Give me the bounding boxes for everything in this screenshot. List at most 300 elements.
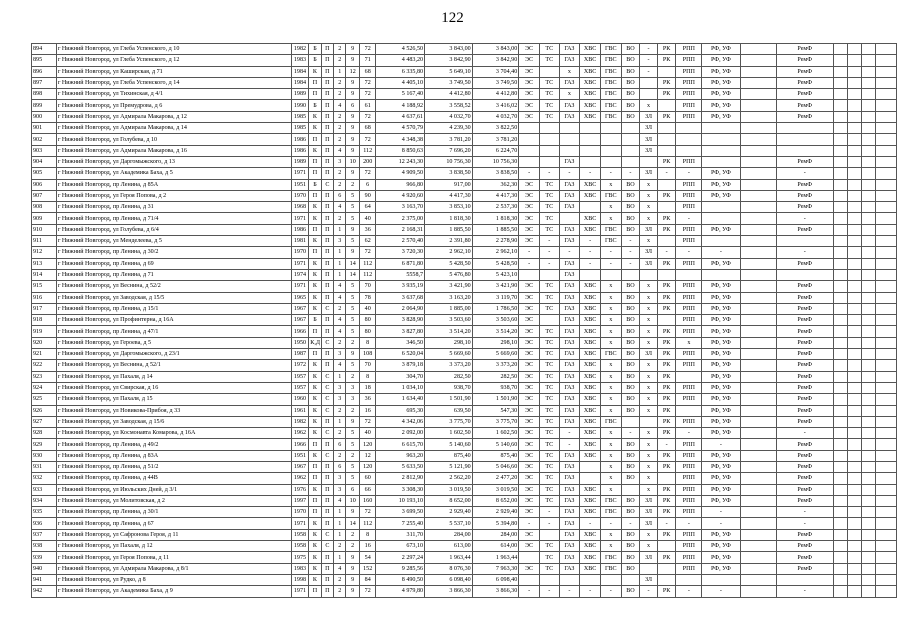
table-cell: РемФ xyxy=(776,473,833,484)
empty-cell xyxy=(876,111,897,122)
table-cell: 4 483,20 xyxy=(376,55,425,66)
table-cell: 1 xyxy=(334,258,346,269)
table-cell: 1 xyxy=(334,529,346,540)
table-cell: 3 xyxy=(346,394,359,405)
table-cell: ЗЛ xyxy=(640,111,658,122)
empty-cell xyxy=(833,529,847,540)
empty-cell xyxy=(861,529,875,540)
table-cell: 1 xyxy=(334,518,346,529)
empty-cell xyxy=(833,213,847,224)
table-cell: РФ, УФ xyxy=(702,473,740,484)
table-cell: РФ, УФ xyxy=(702,44,740,55)
table-cell: 7 255,40 xyxy=(376,518,425,529)
table-cell: ГАЗ xyxy=(559,202,580,213)
table-cell: 1 885,00 xyxy=(425,303,473,314)
table-cell: ГАЗ xyxy=(559,371,580,382)
table-cell: - xyxy=(621,236,640,247)
table-cell: г Нижний Новгород, пр Ленина, д 51/2 xyxy=(56,461,291,472)
table-cell: г Нижний Новгород, пр Ленина, д 31 xyxy=(56,202,291,213)
table-cell: ГАЗ xyxy=(559,507,580,518)
table-cell: РемФ xyxy=(776,315,833,326)
table-cell xyxy=(539,145,559,156)
table-cell: 12 xyxy=(359,450,376,461)
table-cell: 898 xyxy=(32,89,57,100)
table-cell: ЭС xyxy=(519,77,540,88)
table-cell: 4 xyxy=(334,202,346,213)
table-cell: 112 xyxy=(359,145,376,156)
page-number: 122 xyxy=(441,10,464,26)
table-cell: РФ, УФ xyxy=(702,360,740,371)
table-cell: г Нижний Новгород, ул Героева, д 5 xyxy=(56,337,291,348)
table-cell: 282,50 xyxy=(425,371,473,382)
table-cell: 14 xyxy=(346,258,359,269)
table-cell: К xyxy=(309,428,321,439)
table-cell: 5 xyxy=(346,326,359,337)
table-cell: РК xyxy=(657,461,676,472)
table-cell: ЭС xyxy=(519,224,540,235)
empty-cell xyxy=(848,495,861,506)
table-cell: 3 879,18 xyxy=(376,360,425,371)
table-cell: 6 871,80 xyxy=(376,258,425,269)
table-cell: ЭС xyxy=(519,315,540,326)
table-cell: ГАЗ xyxy=(559,461,580,472)
table-cell: ЭС xyxy=(519,394,540,405)
empty-cell xyxy=(848,55,861,66)
table-cell: 2 168,31 xyxy=(376,224,425,235)
table-cell: К xyxy=(309,236,321,247)
table-cell: 4 405,10 xyxy=(376,77,425,88)
table-cell: 613,00 xyxy=(425,541,473,552)
table-cell: ВО xyxy=(621,382,640,393)
table-cell: ГВС xyxy=(600,416,621,427)
table-cell: ХВС xyxy=(580,224,601,235)
table-cell: П xyxy=(321,66,333,77)
table-cell: К xyxy=(309,405,321,416)
table-cell: 4 xyxy=(334,495,346,506)
table-cell: 282,50 xyxy=(472,371,519,382)
table-cell: 8 xyxy=(359,529,376,540)
table-cell: 68 xyxy=(359,123,376,134)
table-cell xyxy=(740,269,776,280)
table-cell: 1957 xyxy=(291,371,309,382)
table-cell: ЭС xyxy=(519,236,540,247)
table-cell: РФ, УФ xyxy=(702,303,740,314)
table-cell: х xyxy=(640,382,658,393)
table-cell: 5 046,60 xyxy=(472,461,519,472)
table-cell: 3 699,50 xyxy=(376,507,425,518)
empty-cell xyxy=(861,44,875,55)
table-cell xyxy=(740,247,776,258)
table-cell: х xyxy=(640,473,658,484)
table-cell: 938,70 xyxy=(472,382,519,393)
table-cell xyxy=(740,439,776,450)
empty-cell xyxy=(876,563,897,574)
table-cell: РемФ xyxy=(776,326,833,337)
table-cell: 3 xyxy=(334,156,346,167)
table-cell: РПП xyxy=(676,292,702,303)
table-cell: ВО xyxy=(621,55,640,66)
table-cell: ГАЗ xyxy=(559,541,580,552)
table-cell: - xyxy=(676,213,702,224)
table-cell: РК xyxy=(657,349,676,360)
empty-cell xyxy=(833,337,847,348)
table-cell: 903 xyxy=(32,145,57,156)
table-cell: 1972 xyxy=(291,360,309,371)
empty-cell xyxy=(861,111,875,122)
table-cell: ЗЛ xyxy=(640,224,658,235)
table-cell: х xyxy=(600,428,621,439)
table-row xyxy=(32,44,897,55)
table-cell: 66 xyxy=(359,484,376,495)
table-cell: 2 xyxy=(334,574,346,585)
table-cell: ХВС xyxy=(580,484,601,495)
table-cell: 3 163,20 xyxy=(425,292,473,303)
table-cell: РемФ xyxy=(776,529,833,540)
table-cell: РПП xyxy=(676,394,702,405)
table-cell: ТС xyxy=(539,337,559,348)
table-cell: 1982 xyxy=(291,416,309,427)
table-cell: РФ, УФ xyxy=(702,394,740,405)
table-cell: РФ, УФ xyxy=(702,179,740,190)
table-cell: ВО xyxy=(621,66,640,77)
table-cell: РФ, УФ xyxy=(702,495,740,506)
table-cell: 36 xyxy=(359,394,376,405)
table-cell: г Нижний Новгород, ул Даргомыжского, д 23/1 xyxy=(56,349,291,360)
table-cell xyxy=(740,55,776,66)
table-cell: ТС xyxy=(539,326,559,337)
table-cell: 2 xyxy=(334,303,346,314)
table-cell: К xyxy=(309,303,321,314)
empty-cell xyxy=(833,258,847,269)
table-cell: 1966 xyxy=(291,439,309,450)
empty-cell xyxy=(876,518,897,529)
table-cell xyxy=(676,123,702,134)
table-cell: х xyxy=(600,281,621,292)
empty-cell xyxy=(861,315,875,326)
table-cell: 5 476,80 xyxy=(425,269,473,280)
table-cell: - xyxy=(600,168,621,179)
table-cell: РК xyxy=(657,326,676,337)
table-cell: 934 xyxy=(32,495,57,506)
empty-cell xyxy=(848,134,861,145)
table-cell: 2 xyxy=(334,405,346,416)
table-cell: ВО xyxy=(621,439,640,450)
table-cell: 9 xyxy=(346,507,359,518)
table-cell: ХВС xyxy=(580,89,601,100)
table-cell: ТС xyxy=(539,428,559,439)
table-cell: 8 652,00 xyxy=(425,495,473,506)
table-cell: К xyxy=(309,416,321,427)
empty-cell xyxy=(876,179,897,190)
table-cell: ЭС xyxy=(519,55,540,66)
table-cell: 902 xyxy=(32,134,57,145)
table-cell xyxy=(640,563,658,574)
table-cell: ХВС xyxy=(580,382,601,393)
table-cell: 3 935,19 xyxy=(376,281,425,292)
table-cell: 2 537,30 xyxy=(472,202,519,213)
table-cell: 2 064,90 xyxy=(376,303,425,314)
table-cell xyxy=(702,156,740,167)
table-cell: 4 417,30 xyxy=(425,190,473,201)
table-cell: ТС xyxy=(539,416,559,427)
table-cell: - xyxy=(776,518,833,529)
table-cell: 1976 xyxy=(291,484,309,495)
table-cell: 927 xyxy=(32,416,57,427)
empty-cell xyxy=(848,111,861,122)
table-cell: ГВС xyxy=(600,66,621,77)
table-cell: 62 xyxy=(359,236,376,247)
empty-cell xyxy=(861,371,875,382)
table-cell: 1971 xyxy=(291,281,309,292)
table-cell: 3 842,90 xyxy=(472,55,519,66)
table-cell: 4 570,79 xyxy=(376,123,425,134)
table-cell: 72 xyxy=(359,586,376,597)
table-row xyxy=(32,111,897,122)
table-cell: 61 xyxy=(359,100,376,111)
empty-cell xyxy=(848,518,861,529)
table-cell: РемФ xyxy=(776,89,833,100)
table-cell: РК xyxy=(657,428,676,439)
table-cell: г Нижний Новгород, ул Веснина, д 52/1 xyxy=(56,360,291,371)
empty-cell xyxy=(848,269,861,280)
empty-cell xyxy=(861,382,875,393)
table-row xyxy=(32,315,897,326)
table-cell: К xyxy=(309,382,321,393)
table-cell: РФ, УФ xyxy=(702,292,740,303)
table-cell: х xyxy=(640,450,658,461)
table-cell: - xyxy=(580,168,601,179)
empty-cell xyxy=(848,484,861,495)
table-cell: РемФ xyxy=(776,292,833,303)
empty-cell xyxy=(848,405,861,416)
table-cell: х xyxy=(600,394,621,405)
table-cell: 80 xyxy=(359,326,376,337)
table-cell: ХВС xyxy=(580,450,601,461)
table-cell: 40 xyxy=(359,303,376,314)
table-cell: РПП xyxy=(676,281,702,292)
table-cell: х xyxy=(600,541,621,552)
table-cell: ГАЗ xyxy=(559,224,580,235)
table-cell: ХВС xyxy=(580,360,601,371)
table-cell: 909 xyxy=(32,213,57,224)
table-cell: х xyxy=(600,461,621,472)
empty-cell xyxy=(876,168,897,179)
table-cell: РФ, УФ xyxy=(702,55,740,66)
table-cell: 1 034,10 xyxy=(376,382,425,393)
table-cell: г Нижний Новгород, ул Сафронова Героя, д 11 xyxy=(56,529,291,540)
table-cell: 936 xyxy=(32,518,57,529)
table-cell: г Нижний Новгород, ул Героя Попова, д 11 xyxy=(56,552,291,563)
table-cell: П xyxy=(321,190,333,201)
table-cell: г Нижний Новгород, ул Голубева, д 10 xyxy=(56,134,291,145)
table-cell: ВО xyxy=(621,292,640,303)
empty-cell xyxy=(876,281,897,292)
table-row xyxy=(32,190,897,201)
table-cell: П xyxy=(321,247,333,258)
table-cell: 639,50 xyxy=(425,405,473,416)
table-cell: 6 xyxy=(334,461,346,472)
table-cell: х xyxy=(640,326,658,337)
table-cell: РК xyxy=(657,552,676,563)
empty-cell xyxy=(876,416,897,427)
table-cell: 120 xyxy=(359,439,376,450)
empty-cell xyxy=(848,428,861,439)
table-cell: ВО xyxy=(621,44,640,55)
table-row xyxy=(32,55,897,66)
empty-cell xyxy=(876,541,897,552)
table-row xyxy=(32,416,897,427)
table-cell: - xyxy=(702,439,740,450)
table-cell: ТС xyxy=(539,484,559,495)
table-cell: ЭС xyxy=(519,213,540,224)
table-cell: К xyxy=(309,292,321,303)
table-cell: ТС xyxy=(539,495,559,506)
table-cell: 3 843,00 xyxy=(472,44,519,55)
table-cell: П xyxy=(321,44,333,55)
table-cell: 7 696,20 xyxy=(425,145,473,156)
table-cell: г Нижний Новгород, пр Ленина, д 44В xyxy=(56,473,291,484)
table-cell: ГВС xyxy=(600,507,621,518)
table-cell: 5 xyxy=(346,360,359,371)
table-cell xyxy=(702,134,740,145)
table-cell: х xyxy=(600,202,621,213)
empty-cell xyxy=(833,394,847,405)
table-cell: 346,50 xyxy=(376,337,425,348)
table-cell xyxy=(740,202,776,213)
table-cell: ГАЗ xyxy=(559,563,580,574)
table-cell: х xyxy=(640,236,658,247)
table-cell xyxy=(640,77,658,88)
table-cell: 930 xyxy=(32,450,57,461)
empty-cell xyxy=(833,416,847,427)
table-cell: 911 xyxy=(32,236,57,247)
table-cell: РПП xyxy=(676,450,702,461)
table-cell: ТС xyxy=(539,371,559,382)
table-cell: 966,80 xyxy=(376,179,425,190)
table-cell: 9 xyxy=(346,55,359,66)
table-cell: 963,20 xyxy=(376,450,425,461)
table-cell: Б xyxy=(309,100,321,111)
table-cell: 1984 xyxy=(291,77,309,88)
table-cell: 2 xyxy=(346,450,359,461)
table-cell: 1983 xyxy=(291,55,309,66)
table-cell: 14 xyxy=(346,518,359,529)
table-cell: 72 xyxy=(359,44,376,55)
table-cell: 2 xyxy=(334,541,346,552)
table-cell: ГАЗ xyxy=(559,292,580,303)
table-cell: 4 xyxy=(334,563,346,574)
table-cell: П xyxy=(309,439,321,450)
table-cell: г Нижний Новгород, ул Пахаля, д 15 xyxy=(56,394,291,405)
table-cell: 907 xyxy=(32,190,57,201)
table-cell: ЭС xyxy=(519,281,540,292)
table-cell xyxy=(539,156,559,167)
empty-cell xyxy=(833,156,847,167)
table-cell: г Нижний Новгород, ул Глеба Успенского, д 14 xyxy=(56,77,291,88)
table-cell: РПП xyxy=(676,529,702,540)
empty-cell xyxy=(876,439,897,450)
table-cell: ЭС xyxy=(519,292,540,303)
table-cell: 937 xyxy=(32,529,57,540)
table-cell xyxy=(559,574,580,585)
table-cell xyxy=(776,269,833,280)
table-row xyxy=(32,134,897,145)
table-cell: г Нижний Новгород, ул Заводская, д 15/6 xyxy=(56,416,291,427)
table-cell: П xyxy=(321,326,333,337)
table-cell: РПП xyxy=(676,563,702,574)
table-cell: 5 xyxy=(346,428,359,439)
table-cell: ХВС xyxy=(580,179,601,190)
table-cell: 4 xyxy=(334,281,346,292)
table-cell: - xyxy=(519,518,540,529)
table-cell: 12 243,30 xyxy=(376,156,425,167)
table-cell: РемФ xyxy=(776,258,833,269)
table-cell: ТС xyxy=(539,405,559,416)
table-cell: 3 373,20 xyxy=(425,360,473,371)
empty-cell xyxy=(833,190,847,201)
table-cell xyxy=(580,156,601,167)
table-cell: 1989 xyxy=(291,89,309,100)
table-cell: 1986 xyxy=(291,224,309,235)
table-cell: П xyxy=(321,292,333,303)
empty-cell xyxy=(833,89,847,100)
empty-cell xyxy=(861,213,875,224)
empty-cell xyxy=(876,382,897,393)
table-cell: РК xyxy=(657,303,676,314)
empty-cell xyxy=(861,134,875,145)
table-cell: х xyxy=(600,303,621,314)
table-cell: 1962 xyxy=(291,473,309,484)
table-cell: ХВС xyxy=(580,394,601,405)
table-cell: 6 098,40 xyxy=(472,574,519,585)
table-cell: 2 570,40 xyxy=(376,236,425,247)
empty-cell xyxy=(861,518,875,529)
table-cell: ЗЛ xyxy=(640,574,658,585)
table-cell: П xyxy=(321,258,333,269)
table-cell: 3 xyxy=(334,394,346,405)
table-cell: ГАЗ xyxy=(559,416,580,427)
table-cell: 2 xyxy=(346,529,359,540)
table-cell: - xyxy=(600,518,621,529)
table-cell xyxy=(702,213,740,224)
table-cell: г Нижний Новгород, ул Голубева, д 6/4 xyxy=(56,224,291,235)
table-cell: С xyxy=(321,303,333,314)
empty-cell xyxy=(848,292,861,303)
table-cell: П xyxy=(321,416,333,427)
table-cell: 5 xyxy=(346,315,359,326)
table-cell: 284,00 xyxy=(425,529,473,540)
table-cell: ХВС xyxy=(580,439,601,450)
table-cell: ВО xyxy=(621,281,640,292)
table-cell xyxy=(740,507,776,518)
table-cell: РемФ xyxy=(776,382,833,393)
table-cell xyxy=(776,123,833,134)
table-cell: РФ, УФ xyxy=(702,529,740,540)
table-cell: ЭС xyxy=(519,190,540,201)
table-cell: РФ, УФ xyxy=(702,258,740,269)
table-cell: 4 412,80 xyxy=(425,89,473,100)
table-cell xyxy=(580,473,601,484)
empty-cell xyxy=(833,484,847,495)
table-cell xyxy=(580,123,601,134)
empty-cell xyxy=(833,382,847,393)
table-row xyxy=(32,66,897,77)
table-cell: ГАЗ xyxy=(559,258,580,269)
table-row xyxy=(32,326,897,337)
table-cell: 5 xyxy=(346,473,359,484)
table-cell: РФ, УФ xyxy=(702,337,740,348)
empty-cell xyxy=(861,190,875,201)
